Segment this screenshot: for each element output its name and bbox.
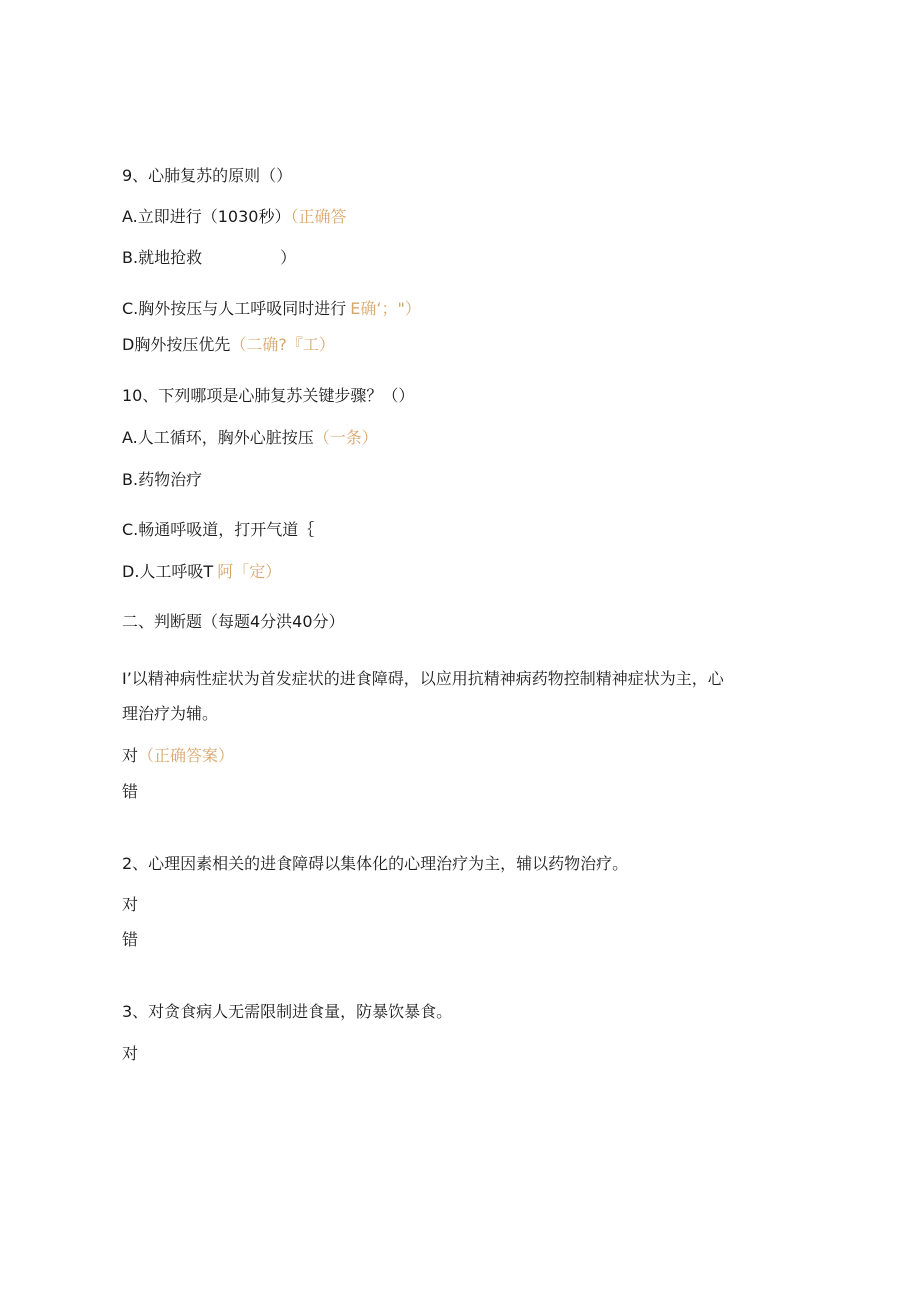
true-option-label: 对 bbox=[122, 1044, 139, 1063]
tf-question-1-line-1 bbox=[122, 669, 724, 689]
option-a-answer-mark: （一条） bbox=[313, 428, 378, 447]
false-option-label: 错 bbox=[122, 782, 139, 801]
option-c-text: C.胸外按压与人工呼吸同时进行 bbox=[122, 299, 347, 318]
tf-question-3-stem-text: 3、对贪食病人无需限制进食量，防暴饮暴食。 bbox=[122, 1002, 453, 1021]
question-9-stem bbox=[122, 166, 292, 186]
tf-question-2-true-option bbox=[122, 895, 138, 915]
option-b-text: B.就地抢救 bbox=[122, 248, 203, 267]
question-9-stem-text: 9、心肺复苏的原则（） bbox=[122, 166, 293, 185]
tf-question-1-true-option bbox=[122, 746, 234, 766]
question-10-option-a bbox=[122, 428, 378, 448]
question-10-option-d bbox=[122, 562, 281, 582]
tf-question-1-line-2 bbox=[122, 704, 218, 724]
option-d-answer-mark: 阿「定） bbox=[217, 562, 282, 581]
true-option-answer-mark: （正确答案） bbox=[138, 746, 235, 765]
question-10-stem bbox=[122, 386, 414, 406]
option-d-text: D.人工呼吸T bbox=[122, 562, 214, 581]
question-10-stem-text: 10、下列哪项是心肺复苏关键步骤？（） bbox=[122, 386, 415, 405]
question-10-option-b bbox=[122, 470, 202, 490]
question-9-option-a bbox=[122, 207, 347, 227]
true-option-label: 对 bbox=[122, 746, 139, 765]
tf-question-1-false-option bbox=[122, 782, 138, 802]
option-b-tail: ） bbox=[280, 248, 297, 267]
tf-question-3-true-option bbox=[122, 1044, 138, 1064]
question-10-option-c bbox=[122, 520, 314, 540]
option-a-text: A.立即进行（1030秒） bbox=[122, 207, 291, 226]
option-b-text: B.药物治疗 bbox=[122, 470, 203, 489]
tf-question-3-stem bbox=[122, 1002, 452, 1022]
false-option-label: 错 bbox=[122, 930, 139, 949]
tf-question-2-stem-text: 2、心理因素相关的进食障碍以集体化的心理治疗为主，辅以药物治疗。 bbox=[122, 854, 629, 873]
question-9-option-b bbox=[122, 248, 296, 268]
section-2-heading bbox=[122, 612, 345, 632]
tf-question-2-stem bbox=[122, 854, 628, 874]
question-9-option-c bbox=[122, 299, 421, 319]
option-d-answer-mark: （二确?『工） bbox=[230, 335, 335, 354]
tf-question-2-false-option bbox=[122, 930, 138, 950]
option-c-answer-mark: E确‘；"） bbox=[350, 299, 421, 318]
tf-question-1-stem-2: 理治疗为辅。 bbox=[122, 704, 219, 723]
option-a-answer-mark: （正确答 bbox=[290, 207, 347, 226]
option-d-text: D胸外按压优先 bbox=[122, 335, 231, 354]
tf-question-1-stem-1: I’以精神病性症状为首发症状的进食障碍，以应用抗精神病药物控制精神症状为主，心 bbox=[122, 669, 724, 688]
option-a-text: A.人工循环，胸外心脏按压 bbox=[122, 428, 314, 447]
option-c-text: C.畅通呼吸道，打开气道｛ bbox=[122, 520, 315, 539]
true-option-label: 对 bbox=[122, 895, 139, 914]
section-2-heading-text: 二、判断题（每题4分洪40分） bbox=[122, 612, 345, 631]
question-9-option-d bbox=[122, 335, 335, 355]
